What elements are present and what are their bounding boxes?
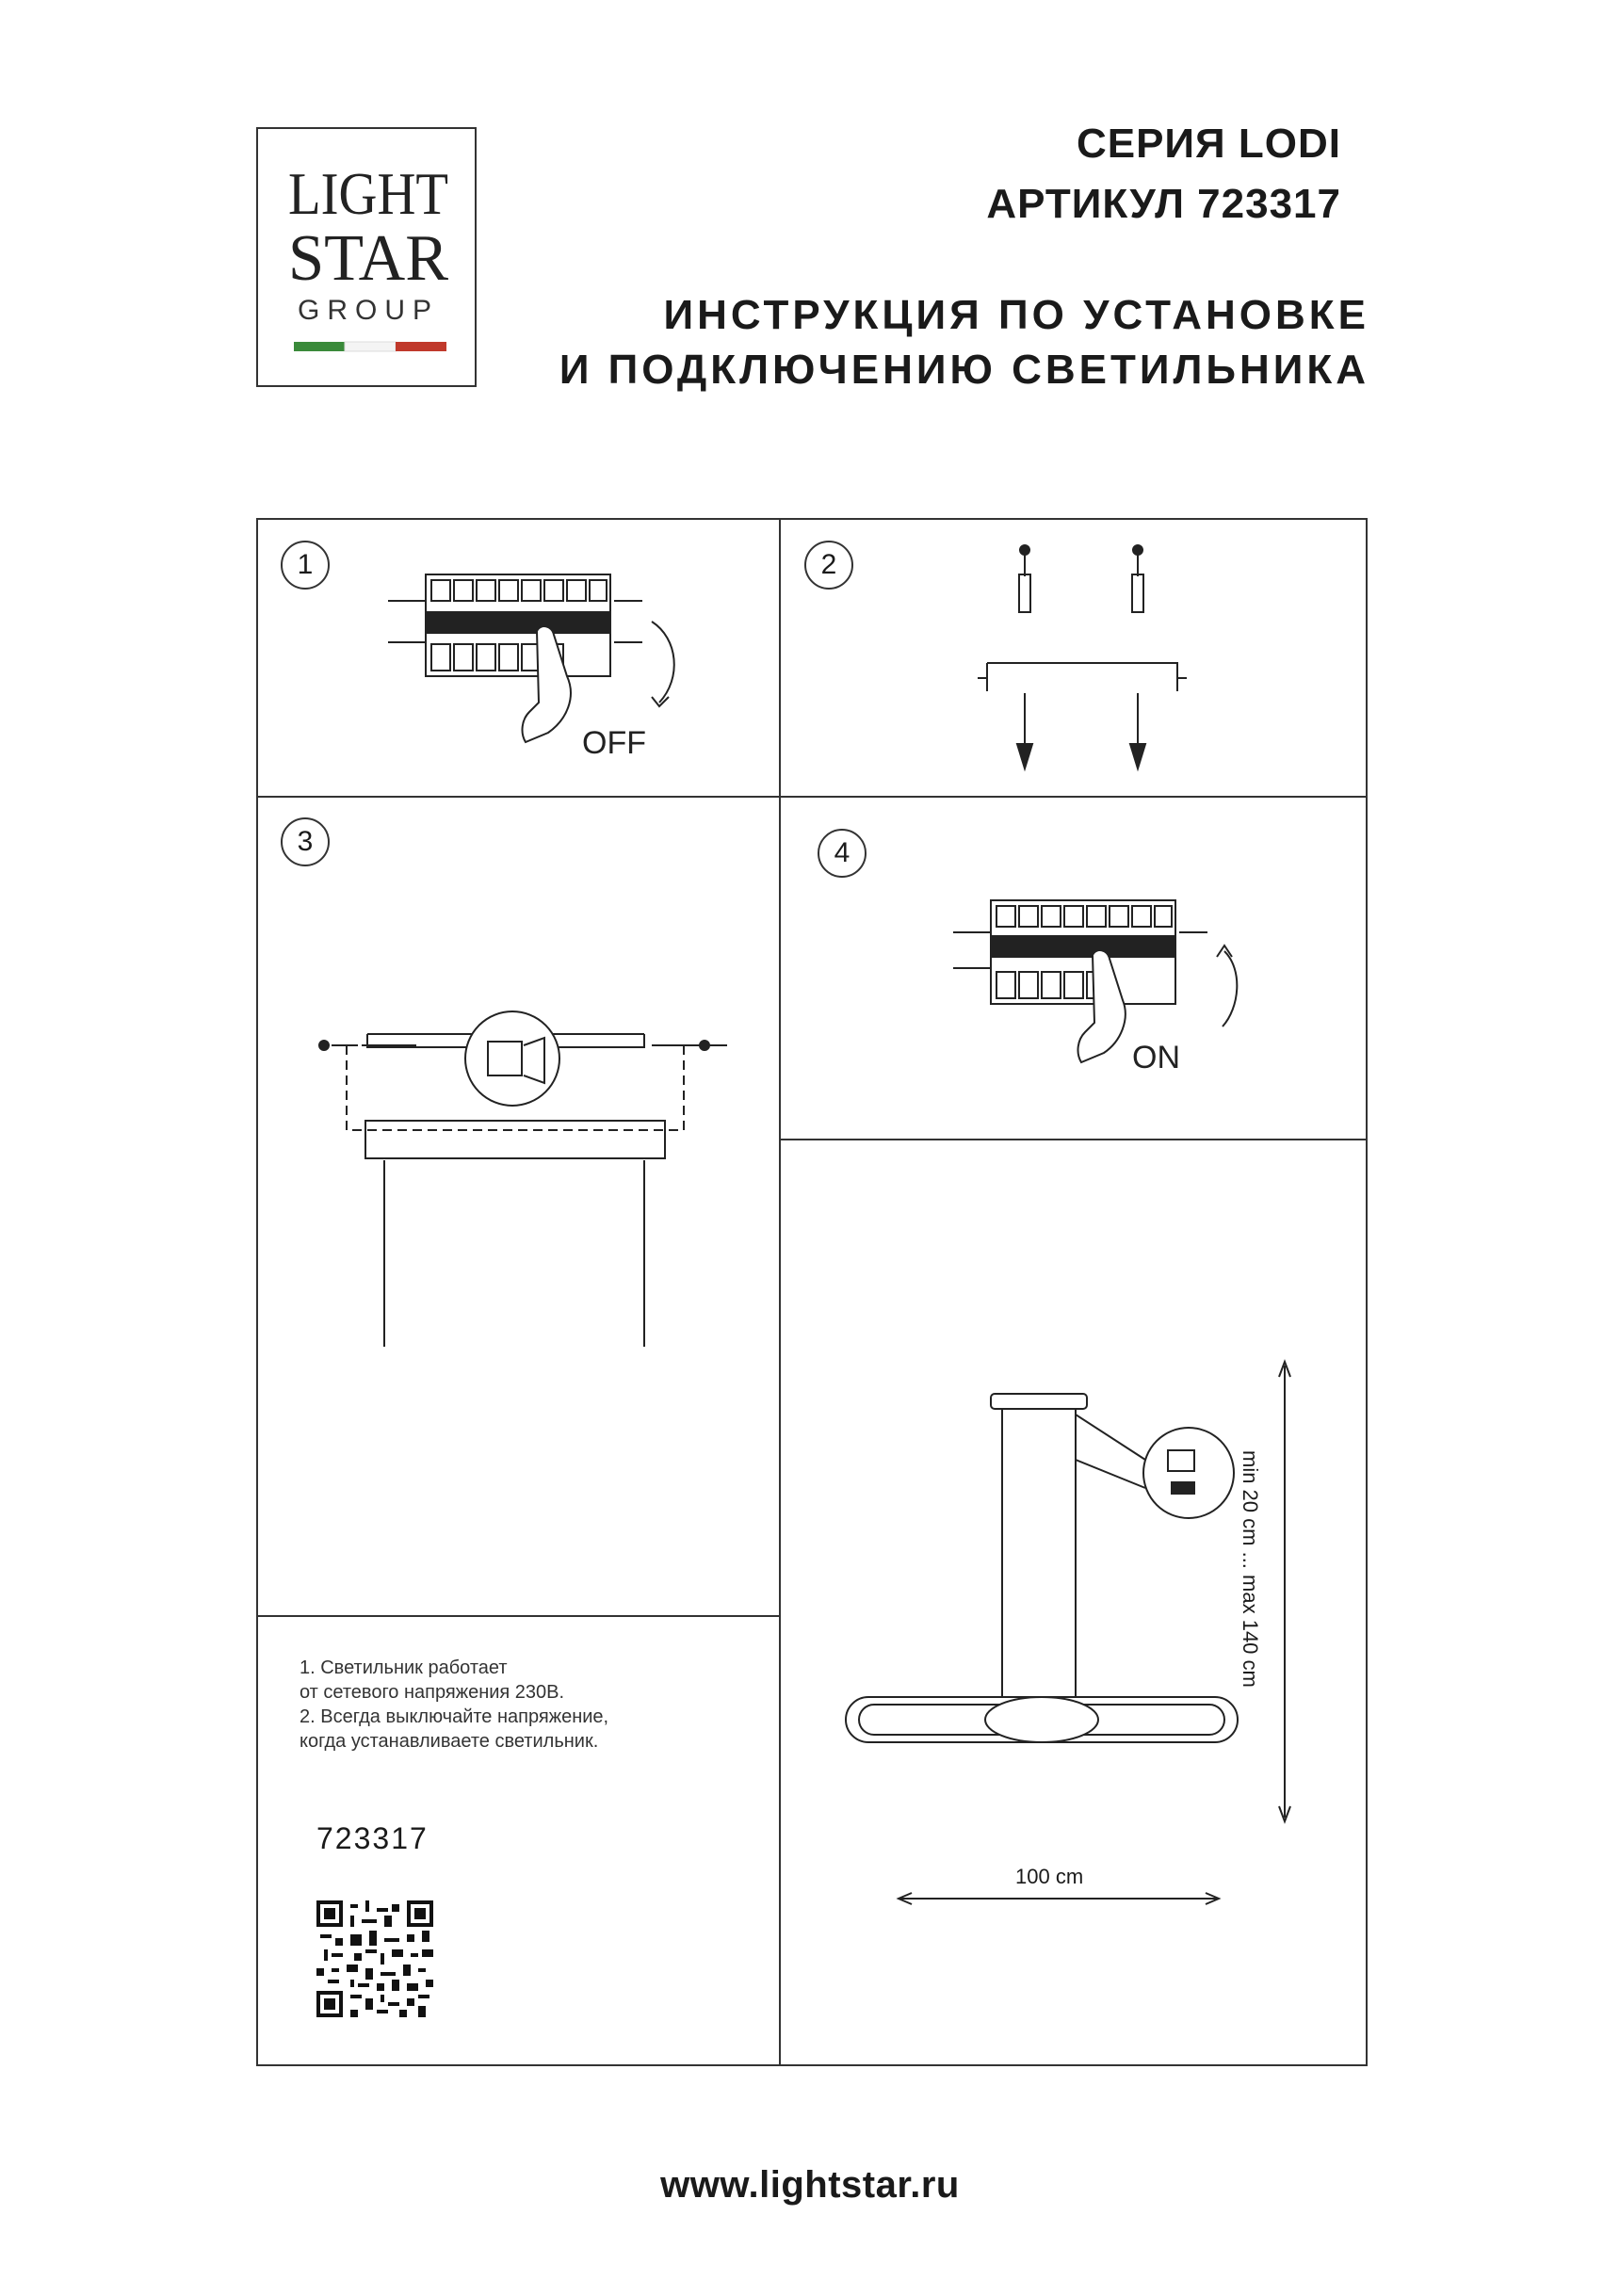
breaker-panel-on-illustration bbox=[953, 900, 1237, 1062]
article-title: АРТИКУЛ 723317 bbox=[986, 181, 1341, 227]
step-number-2: 2 bbox=[804, 541, 853, 590]
note-line-4: когда устанавливаете светильник. bbox=[300, 1731, 599, 1752]
logo-line1: LIGHT bbox=[288, 160, 448, 227]
logo-line3: GROUP bbox=[297, 295, 440, 326]
step4-caption: ON bbox=[1132, 1040, 1180, 1075]
pendant-lamp-drawing bbox=[846, 1362, 1290, 1904]
instruction-title-line2: И ПОДКЛЮЧЕНИЮ СВЕТИЛЬНИКА bbox=[559, 347, 1369, 393]
height-dimension-label: min 20 cm ... max 140 cm bbox=[1239, 1450, 1262, 1688]
qr-code bbox=[316, 1900, 433, 2017]
logo-line2: STAR bbox=[288, 222, 449, 295]
note-line-3: 2. Всегда выключайте напряжение, bbox=[300, 1706, 609, 1727]
note-line-1: 1. Светильник работает bbox=[300, 1657, 508, 1678]
step1-caption: OFF bbox=[582, 725, 646, 761]
article-code: 723317 bbox=[316, 1821, 429, 1855]
canopy-installation-illustration bbox=[319, 1011, 727, 1347]
instruction-title-line1: ИНСТРУКЦИЯ ПО УСТАНОВКЕ bbox=[663, 292, 1369, 338]
breaker-panel-off-illustration bbox=[388, 574, 674, 742]
width-dimension-label: 100 cm bbox=[1015, 1865, 1084, 1888]
mounting-bracket-illustration bbox=[978, 545, 1187, 768]
brand-logo bbox=[256, 127, 477, 387]
website-link[interactable]: www.lightstar.ru bbox=[660, 2164, 960, 2206]
note-line-2: от сетевого напряжения 230В. bbox=[300, 1682, 565, 1703]
series-title: СЕРИЯ LODI bbox=[1076, 121, 1341, 167]
step-number-4: 4 bbox=[818, 829, 867, 878]
step-number-3: 3 bbox=[281, 817, 330, 866]
step-number-1: 1 bbox=[281, 541, 330, 590]
